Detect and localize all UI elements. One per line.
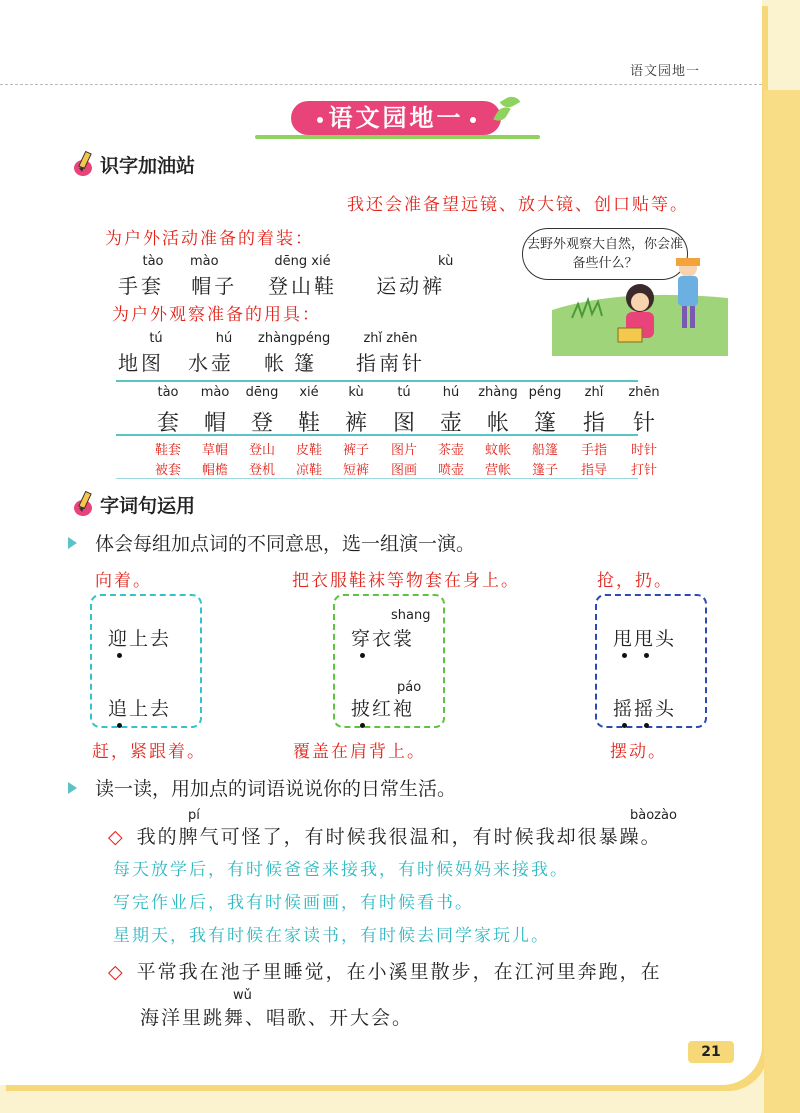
pencil-icon: [72, 150, 94, 178]
diamond-bullet-icon: ◇: [108, 826, 125, 848]
table-pinyin: tào: [157, 385, 179, 400]
table-column: [570, 383, 618, 481]
word-hiking-shoes: dēng xié 登山鞋: [268, 254, 337, 298]
table-character: 套: [156, 411, 179, 436]
table-pinyin: zhǐ: [584, 385, 604, 400]
box-word: 迎上去: [108, 628, 172, 650]
table-character: 壶: [439, 411, 462, 436]
sentence-2-line-2: 海洋里跳舞、唱歌、开大会。: [140, 1007, 414, 1029]
pencil-icon: [72, 490, 94, 518]
header-divider: [0, 84, 762, 85]
title-underline: [255, 135, 540, 139]
annotation-swing: 摆动。: [610, 742, 667, 762]
bullet-icon: [68, 537, 77, 549]
table-word: 喷壶: [437, 463, 464, 478]
table-word: 图片: [390, 443, 417, 458]
label-tools: 为户外观察准备的用具：: [112, 305, 321, 325]
pinyin: shang: [391, 608, 431, 623]
table-character: 篷: [533, 411, 556, 436]
table-word: 鞋套: [154, 443, 181, 458]
table-character: 鞋: [297, 411, 320, 436]
table-pinyin: mào: [200, 385, 230, 400]
table-word: 草帽: [201, 443, 228, 458]
table-character: 登: [250, 411, 273, 436]
table-word: 篷子: [531, 463, 558, 478]
bullet-icon: [68, 782, 77, 794]
table-column: [285, 383, 333, 481]
table-column: [380, 383, 428, 481]
table-character: 图: [392, 411, 415, 436]
running-header: 语文园地一: [630, 64, 701, 79]
sentence-2-line-1: [108, 957, 662, 984]
word-compass: zhǐ zhēn 指南针: [356, 331, 425, 375]
table-character: 针: [632, 411, 655, 436]
table-character: 帽: [203, 411, 226, 436]
instruction-1: [68, 529, 475, 556]
label-clothing: 为户外活动准备的着装：: [105, 229, 314, 249]
table-word: 登机: [248, 463, 275, 478]
page-title-text: 语文园地一: [328, 103, 464, 132]
section-heading-literacy: [72, 150, 195, 178]
table-column: [144, 383, 192, 481]
note-extra-items: 我还会准备望远镜、放大镜、创口贴等。: [347, 195, 689, 215]
annotation-fling: 抢，扔。: [597, 571, 673, 591]
table-column: [521, 383, 569, 481]
table-column: [474, 383, 522, 481]
table-word: 蚊帐: [484, 443, 511, 458]
table-word: 营帐: [484, 463, 511, 478]
pinyin: bàozào: [630, 808, 677, 823]
box-word: 追上去: [108, 698, 172, 720]
instruction-text: 读一读，用加点的词语说说你的日常生活。: [95, 778, 457, 800]
table-word: 裤子: [342, 443, 369, 458]
page-edge-right: [764, 90, 800, 1113]
sentence-text: 我的脾气可怪了，有时候我很温和，有时候我却很暴躁。: [136, 826, 662, 848]
table-column: [332, 383, 380, 481]
table-pinyin: dēng: [245, 385, 279, 400]
table-pinyin: péng: [528, 385, 562, 400]
outdoor-scene-icon: [522, 228, 728, 356]
box-word: 甩甩头: [613, 628, 677, 650]
speech-bubble: 去野外观察大自然，你会准备些什么？: [522, 228, 688, 280]
annotation-cover: 覆盖在肩背上。: [293, 742, 426, 762]
section-title: 识字加油站: [100, 154, 196, 177]
sentence-1: [108, 822, 662, 849]
diamond-bullet-icon: ◇: [108, 961, 125, 983]
table-word: 茶壶: [437, 443, 464, 458]
table-word: 手指: [580, 443, 607, 458]
table-pinyin: kù: [348, 385, 364, 400]
example-sentence-3: 星期天，我有时候在家读书，有时候去同学家玩儿。: [113, 926, 550, 946]
annotation-toward: 向着。: [95, 571, 152, 591]
page-number: 21: [688, 1041, 734, 1063]
example-sentence-2: 写完作业后，我有时候画画，有时候看书。: [113, 893, 474, 913]
section-title: 字词句运用: [100, 494, 196, 517]
table-word: 船篷: [531, 443, 558, 458]
table-word: 登山: [248, 443, 275, 458]
table-word: 短裤: [342, 463, 369, 478]
annotation-chase: 赶，紧跟着。: [92, 742, 206, 762]
annotation-put-on: 把衣服鞋袜等物套在身上。: [292, 571, 520, 591]
pinyin: páo: [397, 680, 422, 695]
table-word: 皮鞋: [295, 443, 322, 458]
table-column: [620, 383, 668, 481]
table-word: 被套: [154, 463, 181, 478]
word-group-box-3: [595, 594, 707, 728]
table-pinyin: zhàng: [478, 385, 518, 400]
example-sentence-1: 每天放学后，有时候爸爸来接我，有时候妈妈来接我。: [113, 860, 569, 880]
word-hat: mào 帽子: [190, 254, 238, 298]
pinyin: wǔ: [233, 988, 252, 1003]
section-heading-word-usage: [72, 490, 195, 518]
table-character: 裤: [344, 411, 367, 436]
table-word: 凉鞋: [295, 463, 322, 478]
table-pinyin: xié: [299, 385, 319, 400]
page-title-banner: [255, 101, 540, 139]
word-kettle: hú 水壶: [188, 331, 234, 375]
word-group-box-2: [333, 594, 445, 728]
table-character: 指: [582, 411, 605, 436]
table-column: [191, 383, 239, 481]
page-title: [291, 101, 501, 135]
word-map: tú 地图: [118, 331, 164, 375]
illustration-girl-outdoors: [522, 228, 728, 356]
word-sweatpants: kù 运动裤: [376, 254, 454, 298]
table-pinyin: hú: [442, 385, 460, 400]
table-word: 帽檐: [201, 463, 228, 478]
table-pinyin: zhēn: [628, 385, 660, 400]
box-word: 穿衣裳: [351, 628, 415, 650]
table-word: 时针: [630, 443, 657, 458]
word-tent: zhàngpéng 帐篷: [258, 331, 331, 375]
box-word: 摇摇头: [613, 698, 677, 720]
word-gloves: tào 手套: [118, 254, 164, 298]
instruction-2: [68, 774, 456, 801]
table-word: 图画: [390, 463, 417, 478]
table-character: 帐: [486, 411, 509, 436]
table-word: 指导: [580, 463, 607, 478]
word-group-box-1: [90, 594, 202, 728]
box-word: 披红袍: [351, 698, 415, 720]
table-column: [427, 383, 475, 481]
pinyin: pí: [188, 808, 200, 823]
sentence-text: 平常我在池子里睡觉，在小溪里散步，在江河里奔跑，在: [136, 961, 662, 983]
table-column: [238, 383, 286, 481]
table-word: 打针: [630, 463, 657, 478]
table-pinyin: tú: [397, 385, 411, 400]
instruction-text: 体会每组加点词的不同意思，选一组演一演。: [95, 533, 476, 555]
